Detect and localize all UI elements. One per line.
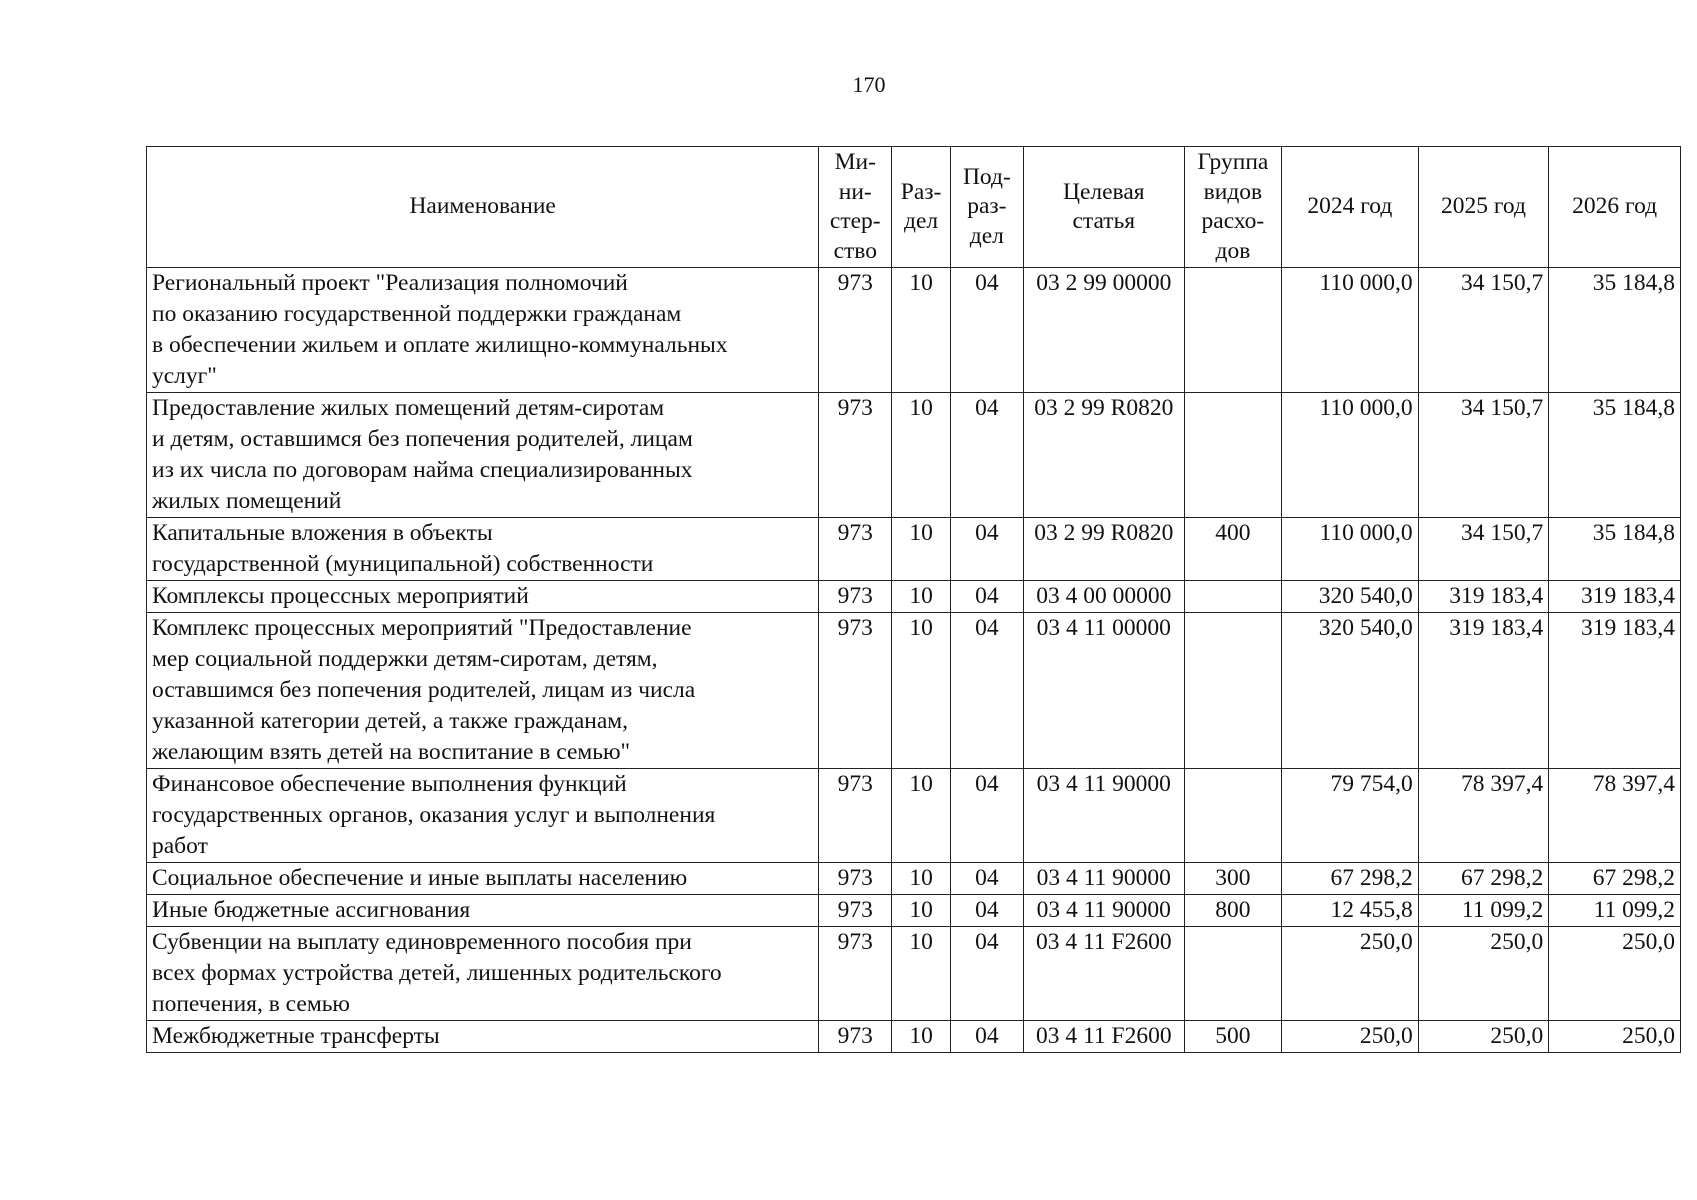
header-line: Наименование [409,193,556,220]
amount-2024-cell: 110 000,0 [1282,393,1419,518]
subsection-cell: 04 [950,268,1023,393]
table-row [147,895,1681,927]
target-article-cell: 03 2 99 R0820 [1023,393,1184,518]
amount-2026-cell: 319 183,4 [1549,613,1681,769]
ministry-cell: 973 [819,769,892,863]
subsection-cell: 04 [950,613,1023,769]
name-cell [147,393,819,518]
amount-2024-cell: 110 000,0 [1282,268,1419,393]
subsection-cell: 04 [950,581,1023,613]
header-line: ство [833,237,877,264]
amount-2024-cell: 12 455,8 [1282,895,1419,927]
name-cell [147,895,819,927]
expense-group-cell [1184,769,1281,863]
header-year-2026 [1549,147,1681,268]
expense-group-cell: 500 [1184,1021,1281,1053]
table-header-row [147,147,1681,268]
expense-group-cell: 800 [1184,895,1281,927]
target-article-cell: 03 4 11 00000 [1023,613,1184,769]
table-row [147,613,1681,769]
name-line: попечения, в семью [152,991,350,1017]
amount-2025-cell: 34 150,7 [1418,518,1549,581]
table-row [147,927,1681,1021]
section-cell: 10 [892,581,951,613]
table-row [147,1021,1681,1053]
name-line: всех формах устройства детей, лишенных родительского [152,960,722,986]
name-line: оставшимся без попечения родителей, лицам из числа [152,677,696,703]
amount-2026-cell: 35 184,8 [1549,393,1681,518]
amount-2025-cell: 319 183,4 [1418,613,1549,769]
header-year-2025 [1418,147,1549,268]
name-line: Субвенции на выплату единовременного пособия при [152,929,692,955]
target-article-cell: 03 4 00 00000 [1023,581,1184,613]
table-row [147,268,1681,393]
header-line: 2025 год [1441,193,1526,220]
subsection-cell: 04 [950,1021,1023,1053]
expense-group-cell [1184,268,1281,393]
ministry-cell: 973 [819,268,892,393]
amount-2025-cell: 11 099,2 [1418,895,1549,927]
name-line: Межбюджетные трансферты [152,1023,440,1049]
header-line: дов [1215,237,1251,264]
table-row [147,863,1681,895]
header-name [147,147,819,268]
amount-2024-cell: 250,0 [1282,1021,1419,1053]
ministry-cell: 973 [819,1021,892,1053]
header-expense-group [1184,147,1281,268]
amount-2026-cell: 11 099,2 [1549,895,1681,927]
amount-2025-cell: 34 150,7 [1418,393,1549,518]
header-line: Под- [962,163,1011,190]
target-article-cell: 03 4 11 F2600 [1023,927,1184,1021]
name-line: по оказанию государственной поддержки гражданам [152,301,682,327]
header-line: стер- [829,208,881,234]
section-cell: 10 [892,769,951,863]
header-line: расхо- [1201,208,1265,234]
name-line: государственных органов, оказания услуг и выполнения [152,802,716,828]
ministry-cell: 973 [819,393,892,518]
subsection-cell: 04 [950,393,1023,518]
subsection-cell: 04 [950,895,1023,927]
section-cell: 10 [892,393,951,518]
target-article-cell: 03 4 11 90000 [1023,895,1184,927]
name-line: Предоставление жилых помещений детям-сиротам [152,395,665,421]
section-cell: 10 [892,895,951,927]
target-article-cell: 03 4 11 90000 [1023,769,1184,863]
name-cell [147,613,819,769]
header-line: раз- [967,193,1007,220]
amount-2024-cell: 320 540,0 [1282,613,1419,769]
name-cell [147,268,819,393]
name-line: Региональный проект "Реализация полномочий [152,270,628,296]
table-row [147,769,1681,863]
header-section [892,147,951,268]
name-cell [147,863,819,895]
ministry-cell: 973 [819,927,892,1021]
header-ministry [819,147,892,268]
table-row [147,581,1681,613]
expense-group-cell: 400 [1184,518,1281,581]
expense-group-cell [1184,613,1281,769]
header-line: Целевая [1063,178,1145,205]
ministry-cell: 973 [819,581,892,613]
header-line: 2026 год [1572,193,1658,220]
header-year-2024 [1282,147,1419,268]
amount-2026-cell: 35 184,8 [1549,518,1681,581]
expense-group-cell: 300 [1184,863,1281,895]
name-line: работ [152,833,208,859]
amount-2026-cell: 250,0 [1549,1021,1681,1053]
target-article-cell: 03 4 11 90000 [1023,863,1184,895]
amount-2024-cell: 67 298,2 [1282,863,1419,895]
target-article-cell: 03 2 99 00000 [1023,268,1184,393]
amount-2026-cell: 319 183,4 [1549,581,1681,613]
name-line: желающим взять детей на воспитание в семью" [152,739,631,765]
page-number: 170 [852,72,886,97]
header-line: 2024 год [1307,193,1393,220]
subsection-cell: 04 [950,863,1023,895]
name-cell [147,581,819,613]
header-line: ни- [838,178,872,205]
amount-2026-cell: 250,0 [1549,927,1681,1021]
name-line: услуг" [152,363,217,389]
header-line: дел [904,208,939,234]
section-cell: 10 [892,863,951,895]
amount-2026-cell: 78 397,4 [1549,769,1681,863]
amount-2026-cell: 67 298,2 [1549,863,1681,895]
name-line: Социальное обеспечение и иные выплаты населению [152,865,688,891]
name-cell [147,769,819,863]
subsection-cell: 04 [950,769,1023,863]
header-subsection [950,147,1023,268]
subsection-cell: 04 [950,927,1023,1021]
section-cell: 10 [892,268,951,393]
amount-2024-cell: 79 754,0 [1282,769,1419,863]
name-line: мер социальной поддержки детям-сиротам, детям, [152,646,658,672]
subsection-cell: 04 [950,518,1023,581]
header-line: Ми- [834,149,876,175]
name-line: указанной категории детей, а также гражданам, [152,708,629,734]
section-cell: 10 [892,927,951,1021]
table-body [147,268,1681,1053]
name-line: Капитальные вложения в объекты [152,520,493,546]
amount-2025-cell: 34 150,7 [1418,268,1549,393]
header-line: статья [1072,208,1136,234]
section-cell: 10 [892,1021,951,1053]
header-line: Группа [1197,149,1269,175]
header-line: Раз- [900,178,942,205]
name-line: жилых помещений [152,488,342,514]
section-cell: 10 [892,613,951,769]
amount-2025-cell: 250,0 [1418,1021,1549,1053]
amount-2025-cell: 78 397,4 [1418,769,1549,863]
table-row [147,393,1681,518]
name-line: и детям, оставшимся без попечения родителей, лицам [152,426,693,452]
target-article-cell: 03 2 99 R0820 [1023,518,1184,581]
name-line: в обеспечении жильем и оплате жилищно-коммунальных [152,332,728,358]
ministry-cell: 973 [819,895,892,927]
name-cell [147,518,819,581]
name-line: из их числа по договорам найма специализированных [152,457,693,483]
name-cell [147,927,819,1021]
expense-group-cell [1184,393,1281,518]
target-article-cell: 03 4 11 F2600 [1023,1021,1184,1053]
ministry-cell: 973 [819,613,892,769]
amount-2025-cell: 250,0 [1418,927,1549,1021]
name-line: Финансовое обеспечение выполнения функций [152,771,627,797]
ministry-cell: 973 [819,518,892,581]
expense-group-cell [1184,927,1281,1021]
amount-2024-cell: 320 540,0 [1282,581,1419,613]
name-cell [147,1021,819,1053]
header-target-article [1023,147,1184,268]
amount-2025-cell: 67 298,2 [1418,863,1549,895]
expense-group-cell [1184,581,1281,613]
amount-2024-cell: 110 000,0 [1282,518,1419,581]
header-line: дел [969,222,1004,249]
amount-2026-cell: 35 184,8 [1549,268,1681,393]
budget-table [146,146,1681,1053]
name-line: Комплекс процессных мероприятий "Предоставление [152,615,692,641]
table-row [147,518,1681,581]
name-line: Иные бюджетные ассигнования [152,897,471,923]
name-line: Комплексы процессных мероприятий [152,583,529,609]
amount-2024-cell: 250,0 [1282,927,1419,1021]
name-line: государственной (муниципальной) собственности [152,551,654,577]
amount-2025-cell: 319 183,4 [1418,581,1549,613]
section-cell: 10 [892,518,951,581]
ministry-cell: 973 [819,863,892,895]
header-line: видов [1203,178,1263,205]
